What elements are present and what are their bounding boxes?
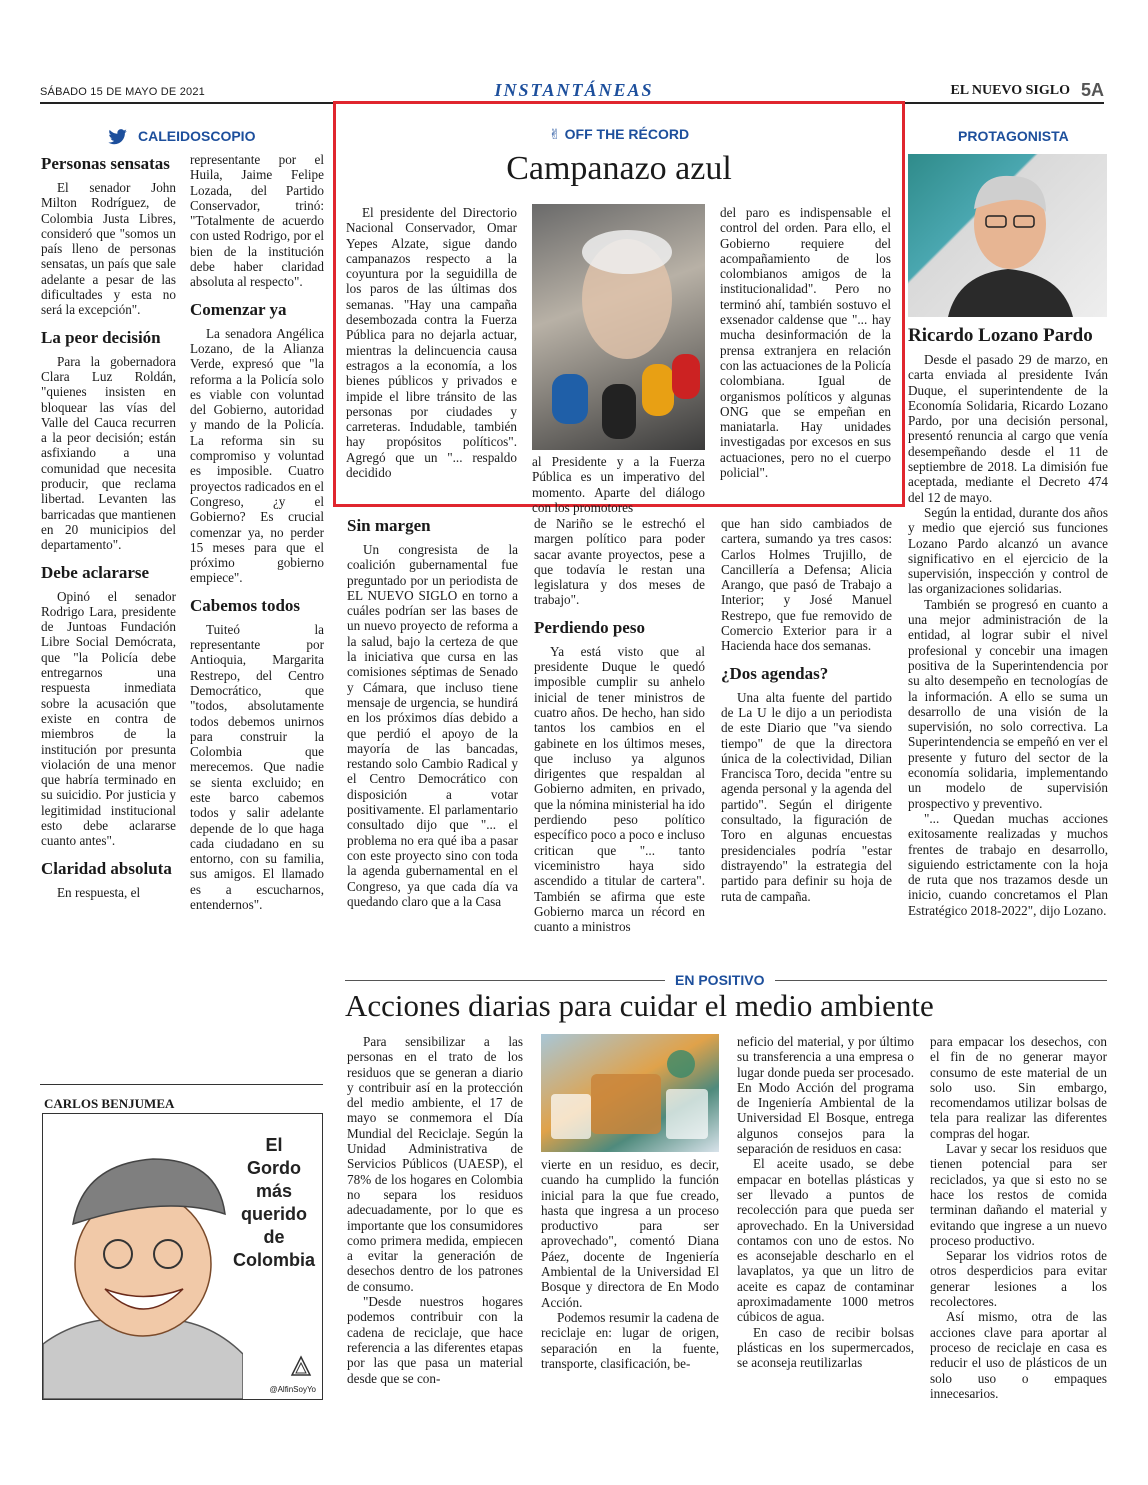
protagonista-label: PROTAGONISTA: [958, 128, 1069, 144]
off-the-record-title: Campanazo azul: [506, 150, 732, 187]
env-col3: [737, 1034, 914, 1371]
env-col4: [930, 1034, 1107, 1401]
caption-line: Colombia: [232, 1250, 315, 1270]
protagonista-name: Ricardo Lozano Pardo: [908, 325, 1093, 346]
caption-line: El: [265, 1135, 283, 1155]
subhead-dos-agendas: ¿Dos agendas?: [721, 663, 829, 683]
caption-line: querido: [241, 1204, 307, 1224]
omar-yepes-photo: [532, 204, 705, 450]
paragraph: "Desde nuestros hogares podemos contribuir con la cadena de reciclaje, que hace referencia a las diferentes etapas por las que pasa un material desde que se con-: [347, 1294, 523, 1386]
caleidoscopio-label: CALEIDOSCOPIO: [138, 128, 256, 144]
paragraph: El presidente del Directorio Nacional Conservador, Omar Yepes Alzate, sigue dando campanazos respecto a la coyuntura por la seguidilla de los paros de las últimas dos semanas. "Hay una campaña desembozada contra la Fuerza Pública para no dejarla actuar, mientras la delincuencia causa estragos a la economía, a los bienes públicos y privados e impide el libre tránsito de las personas por ciudades y carreteras. Indudable, también hay propósitos políticos". Agregó que un "... respaldo decidido: [346, 205, 517, 481]
en-positivo-label: EN POSITIVO: [675, 972, 765, 988]
subhead-comenzar-ya: Comenzar ya: [190, 299, 287, 319]
paragraph: Según la entidad, durante dos años y medio que ejerció sus funciones Lozano Pardo alcanzó un avance significativo en el ejercicio de la supervisión, inspección y control de las organizaciones solidarias.: [908, 504, 1108, 597]
recycling-illustration: [541, 1034, 719, 1152]
paragraph: de Nariño se le estrechó el margen político para poder sacar avante proyectos, pese a que todavía le restan una legislatura y dos meses de trabajo".: [534, 516, 705, 608]
subhead-cabemos-todos: Cabemos todos: [190, 595, 301, 615]
subhead-claridad-absoluta: Claridad absoluta: [41, 858, 172, 878]
paragraph: neficio del material, y por último su transferencia a una empresa o lugar donde pueda ser procesado. En Modo Acción del programa de Ingeniería Ambiental de la Universidad El Bosque, entrega algunos consejos para la separación de residuos en casa:: [737, 1034, 914, 1157]
caption-line: de: [263, 1227, 285, 1247]
caption-line: más: [255, 1181, 293, 1201]
paragraph: Opinó el senador Rodrigo Lara, presidente de Juntoas Fundación Libre Social Demócrata, que "la Policía debe entregarnos una respuesta inmediata sobre la acusación que existe en contra de miembros de la institución por presunta violación de una menor que habría terminado en su suicidio. Por justicia y legitimidad institucional esto debe aclararse cuanto antes".: [41, 588, 176, 849]
caption-line: Gordo: [247, 1158, 301, 1178]
paragraph: Podemos resumir la cadena de reciclaje en: lugar de origen, separación en la fuente, transporte, clasificación, be-: [541, 1309, 719, 1371]
subhead-personas-sensatas: Personas sensatas: [41, 154, 170, 173]
paragraph: del paro es indispensable el control del orden. Para ello, el Gobierno requiere del acompañamiento de los colombianos amigos de la institucionalidad". Pero no terminó ahí, también sostuvo el exsenador caldense que "... hay mucha desinformación de la prensa extranjera en relación con las actuaciones de la Policía colombiana. Igual de organismos políticos y algunas ONG que se empeñan en maniatarla. Hay unidades investigadas por excesos en sus actuaciones, pero no el cuerpo policial".: [720, 205, 891, 481]
paragraph: En respuesta, el: [57, 884, 141, 900]
section-title: INSTANTÁNEAS: [494, 80, 654, 100]
env-col1: [347, 1034, 523, 1386]
en-positivo-rule-right: [775, 980, 1107, 981]
sin-margen-col3: [721, 516, 892, 904]
page-number: 5A: [1080, 80, 1104, 100]
paragraph: al Presidente y a la Fuerza Pública es un imperativo del momento. Aparte del diálogo con los promotores: [532, 454, 705, 515]
caleidoscopio-col1: [41, 152, 176, 900]
off-the-record-header: [333, 126, 905, 144]
cartoon-caption: [231, 1134, 317, 1272]
en-positivo-title: Acciones diarias para cuidar el medio ambiente: [345, 988, 934, 1023]
paragraph: El senador John Milton Rodríguez, de Colombia Justa Libres, consideró que "somos un país lleno de personas sensatas, un país que sale adelante a pesar de las dificultades y esta no será la excepción".: [41, 180, 176, 318]
recycling-photo: [541, 1034, 719, 1152]
caleidoscopio-header: [108, 128, 255, 146]
caricature-illustration: [43, 1114, 243, 1399]
paragraph: representante por el Huila, Jaime Felipe Lozada, del Partido Conservador, trinó: "Totalmente de acuerdo con usted Rodrigo, por el bien de la institución debe haber claridad absoluta al respecto".: [190, 152, 324, 290]
newspaper-brand: EL NUEVO SIGLO: [950, 83, 1070, 98]
otr-col2: [532, 454, 705, 515]
env-col2: [541, 1157, 719, 1371]
paragraph: "... Quedan muchas acciones exitosamente realizadas y muchos frentes de trabajo en desarrollo, siguiendo estrictamente con la hoja de ruta que nos trazamos desde un inicio, cuando concretamos el Plan Estratégico 2018-2022", dijo Lozano.: [908, 810, 1108, 918]
subhead-debe-aclararse: Debe aclararse: [41, 562, 150, 582]
paragraph: También se progresó en cuanto a una mejor administración de la entidad, al lograr subir el nivel profesional y concebir una imagen positiva de la Superintendencia por su alto desempeño en tecnologías de la información. A ello se suma un desarrollo de una visión de la supervisión, no solo correctiva. La Superintendencia se empeñó en ver el presente y futuro del sector de la economía solidaria, implementando un modelo de supervisión prospectivo y preventivo.: [908, 596, 1108, 811]
paragraph: La senadora Angélica Lozano, de la Alianza Verde, expresó que "la reforma a la Policía solo es viable con voluntad del Gobierno, autoridad y mando de la Policía. La reforma sin su compromiso y voluntad es imposible. Cuatro proyectos radicados en el Congreso, ¿y el Gobierno? Es crucial comenzar ya, no perder 15 meses para que el próximo gobierno empiece".: [190, 325, 324, 586]
sin-margen-col2: [534, 516, 705, 934]
paragraph: que han sido cambiados de cartera, sumando ya tres casos: Carlos Holmes Trujillo, de Cancillería a Defensa; Alicia Arango, que pasó de Trabajo a Interior; y José Manuel Restrepo, que fue removido de Comercio Exterior para ir a Hacienda hace dos semanas.: [721, 516, 892, 654]
cartoon-credit: CARLOS BENJUMEA: [44, 1096, 175, 1111]
artist-logo-icon: [290, 1355, 312, 1377]
page-date: SÁBADO 15 DE MAYO DE 2021: [40, 86, 205, 98]
protagonista-body: [908, 352, 1108, 918]
microphone-icon: [532, 204, 705, 450]
subhead-la-peor-decision: La peor decisión: [41, 327, 161, 347]
paragraph: para empacar los desechos, con el fin de no generar mayor consumo de este material de un solo uso. Sin embargo, recomendamos utilizar bolsas de tela para realizar las diferentes compras del hogar.: [930, 1034, 1107, 1141]
paragraph: Tuiteó la representante por Antioquia, Margarita Restrepo, del Centro Democrático, que "todos, absolutamente todos debemos unirnos para construir la Colombia que merecemos. Que nadie se sienta excluido; en este barco cabemos todos y salir adelante depende de lo que haga cada ciudadano en su entorno, con su familia, sus amigos. El llamado es a escucharnos, entendernos".: [190, 621, 324, 913]
paragraph: Separar los vidrios rotos de otros desperdicios para evitar generar lesiones a los recolectores.: [930, 1248, 1107, 1310]
otr-col3: [720, 205, 891, 480]
otr-col1: [346, 205, 517, 480]
subhead-sin-margen: Sin margen: [347, 516, 431, 535]
paragraph: vierte en un residuo, es decir, cuando ha cumplido la función inicial para la que fue creado, hasta que ingresa a un proceso productivo para ser aprovechado", comentó Diana Páez, docente de Ingeniería Ambiental de la Universidad El Bosque y directora de En Modo Acción.: [541, 1157, 719, 1310]
paragraph: Para la gobernadora Clara Luz Roldán, "quienes insisten en bloquear las vías del Valle del Cauca recurren a la peor decisión; están asfixiando a una comunidad que necesita producir, que reclama libertad. Levanten las barricadas que mantienen en 20 municipios del departamento".: [41, 353, 176, 553]
peace-hand-icon: ✌: [548, 127, 561, 143]
twitter-bird-icon: [108, 129, 128, 145]
cartoon-rule: [40, 1084, 323, 1085]
en-positivo-rule-left: [345, 980, 665, 981]
subhead-perdiendo-peso: Perdiendo peso: [534, 617, 645, 637]
ricardo-lozano-photo: [908, 154, 1107, 317]
paragraph: Para sensibilizar a las personas en el trato de los residuos que se generan a diario y contribuir así en la protección del medio ambiente, el 17 de mayo se conmemora el Día Mundial del Reciclaje. Según la Unidad Administrativa de Servicios Públicos (UAESP), el 78% de los hogares en Colombia no separa los residuos adecuadamente, por lo que es importante que los consumidores como primera medida, empiecen a evitar la generación de desechos dentro de los patrones de consumo.: [347, 1034, 523, 1294]
off-the-record-label: OFF THE RÉCORD: [564, 126, 690, 142]
paragraph: Desde el pasado 29 de marzo, en carta enviada al presidente Iván Duque, el superintendente de la Economía Solidaria, Ricardo Lozano Pardo, por una decisión personal, presentó renuncia al cargo que venía desempeñando desde el 11 de septiembre de 2018. La dimisión fue aceptada, mediante el Decreto 474 del 12 de mayo.: [908, 352, 1108, 505]
portrait-illustration: [908, 154, 1107, 317]
paragraph: En caso de recibir bolsas plásticas en los supermercados, se aconseja reutilizarlas: [737, 1324, 914, 1371]
paragraph: Así mismo, otra de las acciones clave para aportar al proceso de reciclaje en casa es reducir el uso de plásticos de un solo uso o empaques innecesarios.: [930, 1309, 1107, 1401]
paragraph: El aceite usado, se debe empacar en botellas plásticas y ser llevado a puntos de recolección para que pueda ser aprovechado. En la Universidad contamos con uno de estos. No es aconsejable descharlo en el lavaplatos, ya que un litro de aceite es capaz de contaminar aproximadamente 1000 metros cúbicos de agua.: [737, 1156, 914, 1325]
artist-signature: @AlfinSoyYo: [269, 1385, 316, 1394]
cartoon-box: [42, 1113, 323, 1400]
paragraph: Ya está visto que al presidente Duque le quedó imposible cumplir su anhelo inicial de tener ministros de cuatro años. De hecho, han sido tantos los cambios en el gabinete en los últimos meses, que incluso ya algunos dirigentes que respaldan al Gobierno admiten, en privado, que la nómina ministerial ha ido perdiendo peso político específico poco a poco e incluso critican que "... tanto viceministro haya sido ascendido a titular de cartera". También se afirma que este Gobierno marca un récord en cuanto a ministros: [534, 643, 706, 935]
caleidoscopio-col2: [190, 152, 324, 912]
paragraph: Lavar y secar los residuos que tienen potencial para ser reciclados, ya que si esto no se hace los restos de comida terminan dañando el material y evitando que ingrese a un nuevo proceso productivo.: [930, 1141, 1107, 1248]
paragraph: Una alta fuente del partido de La U le dijo a un periodista de este Diario que "va siendo tiempo" de que la directora única de la colectividad, Dilian Francisca Toro, decida "entre su agenda personal y la agenda del partido". Según el dirigente consultado, la figuración de Toro en algunas encuestas presidenciales podría "estar distrayendo" la estrategia del partido para definir su hoja de ruta de campaña.: [721, 689, 892, 904]
sin-margen-col1: [347, 514, 518, 909]
paragraph: Un congresista de la coalición gubernamental fue preguntado por un periodista de EL NUEVO SIGLO en torno a cuáles podrían ser las bases de un nuevo proyecto de reforma a la salud, bajo la certeza de que la iniciativa que cursa en las comisiones séptimas de Senado y Cámara, que incluso tiene mensaje de urgencia, se hundirá en los próximos días debido a que perdió el apoyo de la mayoría de las bancadas, restando solo Cambio Radical y el Centro Democrático con disposición a votar positivamente. El parlamentario consultado dijo que "... el problema no era qué iba a pasar con este proyecto sino con toda la agenda gubernamental en el Congreso, ya que cada día va quedando claro que a la Casa: [347, 542, 518, 909]
